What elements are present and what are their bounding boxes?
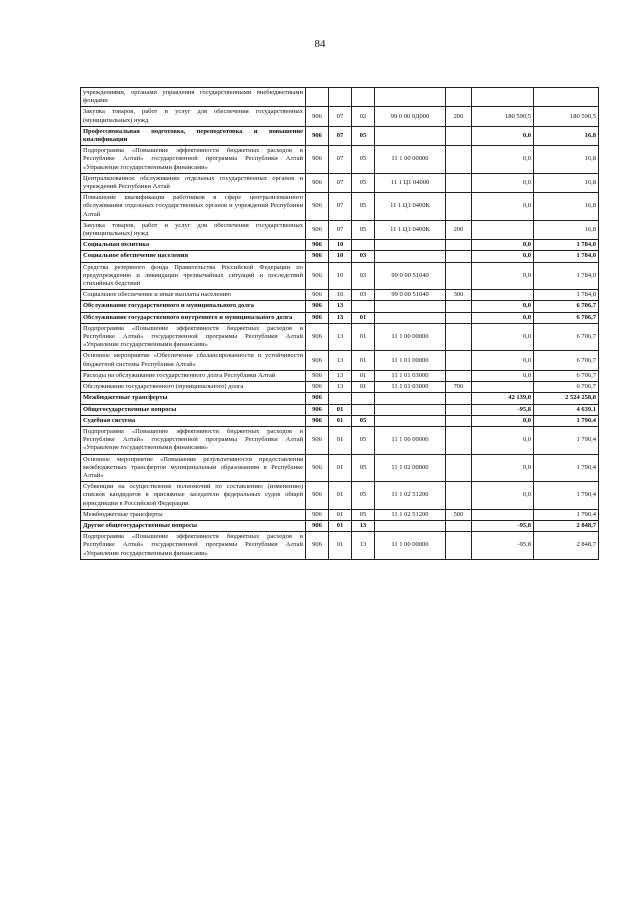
section-code-cell: 01 — [329, 509, 352, 520]
ved-code-cell: 906 — [306, 173, 329, 192]
amount-total-cell: 1 784,0 — [534, 240, 599, 251]
amount-total-cell: 6 706,7 — [534, 351, 599, 370]
expense-type-cell — [446, 88, 472, 107]
subsection-code-cell: 05 — [352, 193, 375, 221]
section-code-cell: 07 — [329, 173, 352, 192]
row-name-cell: Судебная система — [81, 415, 306, 426]
row-name-cell: Другие общегосударственные вопросы — [81, 520, 306, 531]
section-code-cell: 01 — [329, 426, 352, 454]
table-row — [81, 415, 599, 426]
table-row — [81, 107, 599, 126]
subsection-code-cell: 03 — [352, 290, 375, 301]
table-row — [81, 520, 599, 531]
row-name-cell: Профессиональная подготовка, переподготовка и повышение квалификации — [81, 126, 306, 145]
amount-change-cell — [472, 290, 534, 301]
target-article-cell: 11 1 Ц1 0400К — [375, 193, 446, 221]
amount-change-cell: 0,0 — [472, 173, 534, 192]
section-code-cell: 01 — [329, 404, 352, 415]
row-name-cell: Межбюджетные трансферты — [81, 509, 306, 520]
subsection-code-cell: 13 — [352, 532, 375, 560]
target-article-cell — [375, 88, 446, 107]
amount-change-cell: 0,0 — [472, 146, 534, 174]
amount-total-cell: 6 706,7 — [534, 382, 599, 393]
amount-change-cell: 0,0 — [472, 126, 534, 145]
subsection-code-cell: 05 — [352, 220, 375, 239]
section-code-cell: 07 — [329, 193, 352, 221]
subsection-code-cell: 05 — [352, 173, 375, 192]
expense-type-cell — [446, 532, 472, 560]
row-name-cell: Повышение квалификации работников в сфере централизованного обслуживания отдельных государственных органов и учреждений Республики Алтай — [81, 193, 306, 221]
ved-code-cell: 906 — [306, 107, 329, 126]
target-article-cell: 11 1 00 00000 — [375, 532, 446, 560]
subsection-code-cell: 01 — [352, 323, 375, 351]
amount-change-cell: 0,0 — [472, 426, 534, 454]
section-code-cell: 13 — [329, 370, 352, 381]
target-article-cell: 11 1 01 00000 — [375, 351, 446, 370]
amount-total-cell: 6 706,7 — [534, 323, 599, 351]
row-name-cell: Расходы на обслуживание государственного долга Республики Алтай — [81, 370, 306, 381]
amount-total-cell: 1 784,0 — [534, 251, 599, 262]
section-code-cell: 07 — [329, 126, 352, 145]
amount-total-cell: 1 790,4 — [534, 426, 599, 454]
table-row — [81, 251, 599, 262]
ved-code-cell: 906 — [306, 454, 329, 482]
ved-code-cell: 906 — [306, 351, 329, 370]
section-code-cell: 01 — [329, 454, 352, 482]
section-code-cell: 10 — [329, 262, 352, 290]
row-name-cell: Обслуживание государственного и муниципального долга — [81, 301, 306, 312]
section-code-cell: 07 — [329, 146, 352, 174]
section-code-cell: 07 — [329, 107, 352, 126]
ved-code-cell: 906 — [306, 509, 329, 520]
expense-type-cell — [446, 323, 472, 351]
expense-type-cell — [446, 351, 472, 370]
table-row — [81, 404, 599, 415]
ved-code-cell: 906 — [306, 301, 329, 312]
amount-change-cell: 0,0 — [472, 454, 534, 482]
ved-code-cell: 906 — [306, 146, 329, 174]
expense-type-cell — [446, 426, 472, 454]
section-code-cell — [329, 88, 352, 107]
table-row — [81, 312, 599, 323]
target-article-cell: 11 1 00 00000 — [375, 323, 446, 351]
amount-total-cell: 6 706,7 — [534, 312, 599, 323]
ved-code-cell: 906 — [306, 404, 329, 415]
subsection-code-cell: 05 — [352, 509, 375, 520]
target-article-cell: 99 0 00 51040 — [375, 290, 446, 301]
target-article-cell: 99 0 00 0Д000 — [375, 107, 446, 126]
amount-total-cell: 16,8 — [534, 173, 599, 192]
ved-code-cell: 906 — [306, 415, 329, 426]
section-code-cell: 10 — [329, 251, 352, 262]
ved-code-cell — [306, 88, 329, 107]
expense-type-cell: 200 — [446, 107, 472, 126]
amount-total-cell: 1 784,0 — [534, 262, 599, 290]
row-name-cell: Основное мероприятие «Повышение результативности предоставления межбюджетных трансфертов муниципальным образованиям в Республике Алтай» — [81, 454, 306, 482]
amount-change-cell — [472, 382, 534, 393]
amount-total-cell: 16,8 — [534, 146, 599, 174]
row-name-cell: Социальная политика — [81, 240, 306, 251]
subsection-code-cell: 01 — [352, 382, 375, 393]
expense-type-cell — [446, 146, 472, 174]
table-row — [81, 262, 599, 290]
amount-change-cell — [472, 509, 534, 520]
row-name-cell: Субвенции на осуществление полномочий по составлению (изменению) списков кандидатов в присяжные заседатели федеральных судов общей юрисдикции в Российской Федерации — [81, 482, 306, 510]
amount-change-cell: 0,0 — [472, 312, 534, 323]
amount-change-cell: 0,0 — [472, 482, 534, 510]
section-code-cell: 01 — [329, 482, 352, 510]
target-article-cell — [375, 393, 446, 404]
subsection-code-cell: 01 — [352, 351, 375, 370]
table-row — [81, 382, 599, 393]
expense-type-cell — [446, 482, 472, 510]
row-name-cell: Общегосударственные вопросы — [81, 404, 306, 415]
expense-type-cell — [446, 415, 472, 426]
target-article-cell: 11 1 02 51200 — [375, 509, 446, 520]
subsection-code-cell: 03 — [352, 251, 375, 262]
budget-table — [80, 87, 599, 560]
amount-total-cell: 6 706,7 — [534, 370, 599, 381]
section-code-cell: 01 — [329, 532, 352, 560]
expense-type-cell — [446, 193, 472, 221]
target-article-cell: 11 1 Ц1 04000 — [375, 173, 446, 192]
section-code-cell: 01 — [329, 415, 352, 426]
subsection-code-cell — [352, 404, 375, 415]
section-code-cell: 13 — [329, 323, 352, 351]
table-row — [81, 509, 599, 520]
row-name-cell: Подпрограмма «Повышение эффективности бюджетных расходов в Республике Алтай» государственной программы Республики Алтай «Управление государственными финансами» — [81, 146, 306, 174]
section-code-cell — [329, 393, 352, 404]
ved-code-cell: 906 — [306, 220, 329, 239]
row-name-cell: Централизованное обслуживание отдельных государственных органов и учреждений Республики Алтай — [81, 173, 306, 192]
target-article-cell: 11 1 Ц1 0400К — [375, 220, 446, 239]
ved-code-cell: 906 — [306, 482, 329, 510]
table-row — [81, 220, 599, 239]
subsection-code-cell: 13 — [352, 520, 375, 531]
amount-total-cell: 2 848,7 — [534, 520, 599, 531]
amount-change-cell: 0,0 — [472, 240, 534, 251]
row-name-cell: Закупка товаров, работ и услуг для обеспечения государственных (муниципальных) нужд — [81, 220, 306, 239]
amount-total-cell: 1 790,4 — [534, 415, 599, 426]
subsection-code-cell: 01 — [352, 312, 375, 323]
ved-code-cell: 906 — [306, 532, 329, 560]
ved-code-cell: 906 — [306, 126, 329, 145]
target-article-cell — [375, 126, 446, 145]
ved-code-cell: 906 — [306, 312, 329, 323]
amount-change-cell: 42 139,0 — [472, 393, 534, 404]
amount-total-cell: 1 790,4 — [534, 482, 599, 510]
table-row — [81, 301, 599, 312]
table-row — [81, 193, 599, 221]
table-row — [81, 454, 599, 482]
table-row — [81, 482, 599, 510]
subsection-code-cell — [352, 393, 375, 404]
subsection-code-cell: 03 — [352, 262, 375, 290]
expense-type-cell — [446, 370, 472, 381]
amount-change-cell: 180 590,5 — [472, 107, 534, 126]
target-article-cell — [375, 312, 446, 323]
target-article-cell — [375, 251, 446, 262]
expense-type-cell — [446, 404, 472, 415]
ved-code-cell: 906 — [306, 290, 329, 301]
subsection-code-cell: 01 — [352, 370, 375, 381]
row-name-cell: Межбюджетные трансферты — [81, 393, 306, 404]
amount-change-cell — [472, 220, 534, 239]
ved-code-cell: 906 — [306, 193, 329, 221]
amount-total-cell: 1 784,0 — [534, 290, 599, 301]
table-row — [81, 146, 599, 174]
table-body — [81, 88, 599, 560]
table-row — [81, 323, 599, 351]
amount-total-cell — [534, 88, 599, 107]
row-name-cell: Социальное обеспечение населения — [81, 251, 306, 262]
amount-change-cell: 0,0 — [472, 323, 534, 351]
expense-type-cell — [446, 454, 472, 482]
expense-type-cell: 300 — [446, 290, 472, 301]
target-article-cell — [375, 520, 446, 531]
amount-change-cell: -95,8 — [472, 404, 534, 415]
ved-code-cell: 906 — [306, 240, 329, 251]
table-row — [81, 426, 599, 454]
row-name-cell: Основное мероприятие «Обеспечение сбалансированности и устойчивости бюджетной системы Республики Алтай» — [81, 351, 306, 370]
ved-code-cell: 906 — [306, 251, 329, 262]
expense-type-cell — [446, 312, 472, 323]
expense-type-cell: 500 — [446, 509, 472, 520]
row-name-cell: Подпрограмма «Повышение эффективности бюджетных расходов в Республике Алтай» государственной программы Республики Алтай «Управление государственными финансами» — [81, 532, 306, 560]
expense-type-cell — [446, 262, 472, 290]
target-article-cell — [375, 301, 446, 312]
amount-change-cell: 0,0 — [472, 262, 534, 290]
ved-code-cell: 906 — [306, 382, 329, 393]
expense-type-cell — [446, 240, 472, 251]
amount-total-cell: 6 706,7 — [534, 301, 599, 312]
section-code-cell: 10 — [329, 240, 352, 251]
subsection-code-cell: 05 — [352, 482, 375, 510]
amount-total-cell: 16,8 — [534, 220, 599, 239]
amount-total-cell: 2 524 258,8 — [534, 393, 599, 404]
page-number: 84 — [314, 38, 326, 50]
subsection-code-cell: 05 — [352, 454, 375, 482]
subsection-code-cell — [352, 240, 375, 251]
target-article-cell — [375, 240, 446, 251]
expense-type-cell: 700 — [446, 382, 472, 393]
target-article-cell: 11 1 00 00000 — [375, 146, 446, 174]
table-row — [81, 126, 599, 145]
row-name-cell: Закупка товаров, работ и услуг для обеспечения государственных (муниципальных) нужд — [81, 107, 306, 126]
amount-total-cell: 4 639,1 — [534, 404, 599, 415]
subsection-code-cell — [352, 301, 375, 312]
row-name-cell: Социальное обеспечение и иные выплаты населению — [81, 290, 306, 301]
expense-type-cell — [446, 301, 472, 312]
amount-change-cell: -95,8 — [472, 520, 534, 531]
table-row — [81, 173, 599, 192]
table-row — [81, 351, 599, 370]
amount-change-cell: 0,0 — [472, 251, 534, 262]
table-row — [81, 88, 599, 107]
row-name-cell: учреждениями, органами управления государственными внебюджетными фондами — [81, 88, 306, 107]
section-code-cell: 13 — [329, 301, 352, 312]
target-article-cell: 11 1 02 00000 — [375, 454, 446, 482]
table-row — [81, 393, 599, 404]
subsection-code-cell: 02 — [352, 107, 375, 126]
ved-code-cell: 906 — [306, 393, 329, 404]
section-code-cell: 10 — [329, 290, 352, 301]
row-name-cell: Подпрограмма «Повышение эффективности бюджетных расходов в Республике Алтай» государственной программы Республики Алтай «Управление государственными финансами» — [81, 323, 306, 351]
ved-code-cell: 906 — [306, 262, 329, 290]
row-name-cell: Подпрограмма «Повышение эффективности бюджетных расходов в Республике Алтай» государственной программы Республики Алтай «Управление государственными финансами» — [81, 426, 306, 454]
target-article-cell — [375, 404, 446, 415]
section-code-cell: 13 — [329, 351, 352, 370]
subsection-code-cell: 05 — [352, 426, 375, 454]
target-article-cell: 11 1 02 51200 — [375, 482, 446, 510]
amount-total-cell: 180 590,5 — [534, 107, 599, 126]
amount-total-cell: 16,8 — [534, 193, 599, 221]
target-article-cell: 11 1 00 00000 — [375, 426, 446, 454]
amount-change-cell — [472, 88, 534, 107]
section-code-cell: 01 — [329, 520, 352, 531]
subsection-code-cell — [352, 88, 375, 107]
expense-type-cell — [446, 520, 472, 531]
amount-total-cell: 2 848,7 — [534, 532, 599, 560]
ved-code-cell: 906 — [306, 323, 329, 351]
expense-type-cell — [446, 173, 472, 192]
section-code-cell: 07 — [329, 220, 352, 239]
amount-total-cell: 1 790,4 — [534, 454, 599, 482]
amount-change-cell: 0,0 — [472, 301, 534, 312]
target-article-cell — [375, 415, 446, 426]
target-article-cell: 11 1 01 03000 — [375, 370, 446, 381]
subsection-code-cell: 05 — [352, 146, 375, 174]
table-row — [81, 532, 599, 560]
amount-change-cell: 0,0 — [472, 351, 534, 370]
ved-code-cell: 906 — [306, 370, 329, 381]
amount-change-cell: 0,0 — [472, 193, 534, 221]
amount-change-cell: -95,8 — [472, 532, 534, 560]
table-row — [81, 370, 599, 381]
ved-code-cell: 906 — [306, 426, 329, 454]
expense-type-cell — [446, 393, 472, 404]
section-code-cell: 13 — [329, 312, 352, 323]
subsection-code-cell: 05 — [352, 415, 375, 426]
table-row — [81, 240, 599, 251]
ved-code-cell: 906 — [306, 520, 329, 531]
row-name-cell: Обслуживание государственного внутреннего и муниципального долга — [81, 312, 306, 323]
expense-type-cell: 200 — [446, 220, 472, 239]
subsection-code-cell: 05 — [352, 126, 375, 145]
row-name-cell: Средства резервного фонда Правительства Российской Федерации по предупреждению и ликвидации чрезвычайных ситуаций и последствий стихийных бедствий — [81, 262, 306, 290]
amount-change-cell: 0,0 — [472, 370, 534, 381]
target-article-cell: 99 0 00 51040 — [375, 262, 446, 290]
section-code-cell: 13 — [329, 382, 352, 393]
amount-change-cell: 0,0 — [472, 415, 534, 426]
target-article-cell: 11 1 01 03000 — [375, 382, 446, 393]
amount-total-cell: 16,8 — [534, 126, 599, 145]
table-row — [81, 290, 599, 301]
row-name-cell: Обслуживание государственного (муниципального) долга — [81, 382, 306, 393]
expense-type-cell — [446, 126, 472, 145]
amount-total-cell: 1 790,4 — [534, 509, 599, 520]
expense-type-cell — [446, 251, 472, 262]
